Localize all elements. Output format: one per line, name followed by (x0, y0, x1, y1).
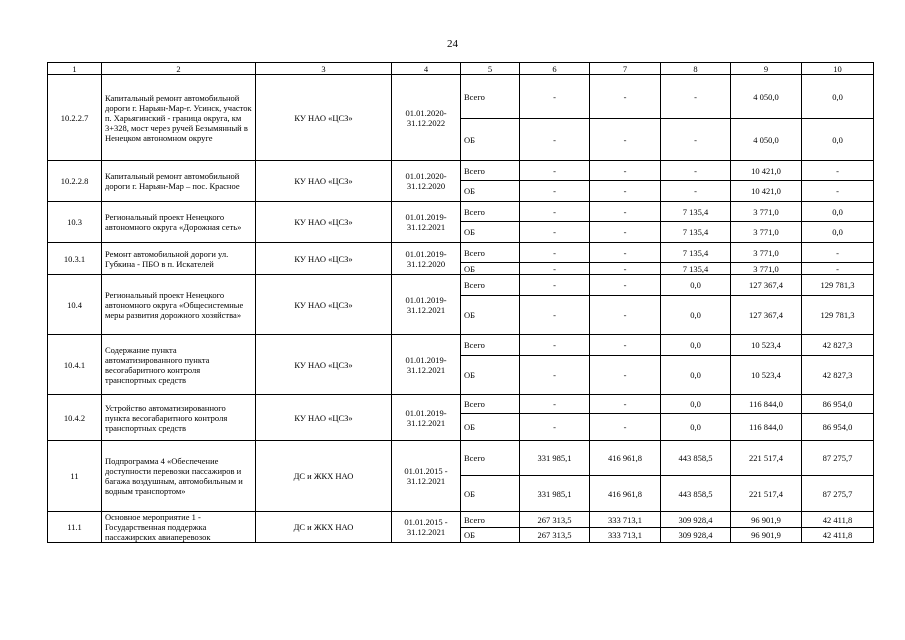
funding-value: 87 275,7 (802, 441, 874, 476)
funding-source: ОБ (461, 222, 520, 243)
item-name: Ремонт автомобильной дороги ул. Губкина - ПБО в п. Искателей (102, 243, 256, 275)
item-name: Региональный проект Ненецкого автономного округа «Общесистемные меры развития дорожного хозяйства» (102, 275, 256, 335)
funding-source: ОБ (461, 414, 520, 441)
item-code: 10.4.1 (48, 335, 102, 395)
page-number: 24 (447, 38, 458, 50)
funding-value: 87 275,7 (802, 476, 874, 512)
item-period: 01.01.2015 - 31.12.2021 (392, 441, 461, 512)
item-code: 11.1 (48, 512, 102, 543)
item-period: 01.01.2019-31.12.2021 (392, 395, 461, 441)
funding-value: 416 961,8 (590, 441, 661, 476)
item-period: 01.01.2019-31.12.2021 (392, 202, 461, 243)
funding-source: Всего (461, 161, 520, 181)
funding-source: ОБ (461, 119, 520, 161)
item-name: Региональный проект Ненецкого автономного округа «Дорожная сеть» (102, 202, 256, 243)
funding-value: - (590, 395, 661, 414)
column-header: 8 (661, 63, 731, 75)
funding-value: - (520, 335, 590, 356)
funding-value: 309 928,4 (661, 512, 731, 528)
table-row (48, 395, 874, 414)
funding-value: 4 050,0 (731, 119, 802, 161)
funding-value: 7 135,4 (661, 222, 731, 243)
funding-value: - (520, 75, 590, 119)
funding-value: - (590, 222, 661, 243)
item-code: 10.3.1 (48, 243, 102, 275)
funding-value: 0,0 (802, 75, 874, 119)
column-header: 1 (48, 63, 102, 75)
funding-value: 221 517,4 (731, 441, 802, 476)
funding-value: - (520, 414, 590, 441)
funding-value: - (590, 181, 661, 202)
funding-value: 127 367,4 (731, 275, 802, 296)
funding-value: 127 367,4 (731, 296, 802, 335)
funding-value: 443 858,5 (661, 476, 731, 512)
funding-value: 129 781,3 (802, 275, 874, 296)
funding-value: - (520, 395, 590, 414)
item-executor: ДС и ЖКХ НАО (256, 441, 392, 512)
table-row (48, 202, 874, 222)
item-executor: КУ НАО «ЦСЗ» (256, 202, 392, 243)
column-header: 6 (520, 63, 590, 75)
funding-value: - (520, 296, 590, 335)
column-header: 4 (392, 63, 461, 75)
funding-value: - (520, 243, 590, 263)
table-row (48, 161, 874, 181)
funding-value: 416 961,8 (590, 476, 661, 512)
funding-source: ОБ (461, 296, 520, 335)
funding-value: 86 954,0 (802, 414, 874, 441)
funding-value: 10 523,4 (731, 356, 802, 395)
funding-source: ОБ (461, 356, 520, 395)
funding-value: 116 844,0 (731, 414, 802, 441)
funding-value: 42 827,3 (802, 335, 874, 356)
funding-value: 0,0 (661, 335, 731, 356)
funding-value: 96 901,9 (731, 528, 802, 543)
funding-value: 3 771,0 (731, 243, 802, 263)
funding-value: 10 523,4 (731, 335, 802, 356)
funding-value: 0,0 (802, 119, 874, 161)
funding-value: 333 713,1 (590, 512, 661, 528)
funding-value: 86 954,0 (802, 395, 874, 414)
funding-value: 0,0 (661, 275, 731, 296)
funding-source: Всего (461, 441, 520, 476)
item-executor: КУ НАО «ЦСЗ» (256, 335, 392, 395)
funding-value: 0,0 (661, 414, 731, 441)
column-header: 3 (256, 63, 392, 75)
item-period: 01.01.2020-31.12.2022 (392, 75, 461, 161)
funding-value: - (802, 181, 874, 202)
funding-value: - (590, 414, 661, 441)
funding-source: Всего (461, 512, 520, 528)
item-period: 01.01.2019-31.12.2021 (392, 335, 461, 395)
funding-value: - (590, 275, 661, 296)
funding-value: 7 135,4 (661, 243, 731, 263)
table-row (48, 335, 874, 356)
item-code: 11 (48, 441, 102, 512)
funding-value: 331 985,1 (520, 476, 590, 512)
funding-value: 10 421,0 (731, 181, 802, 202)
funding-source: ОБ (461, 263, 520, 275)
column-header: 2 (102, 63, 256, 75)
funding-value: 96 901,9 (731, 512, 802, 528)
funding-value: - (590, 119, 661, 161)
funding-value: - (590, 243, 661, 263)
funding-value: 3 771,0 (731, 222, 802, 243)
funding-value: 7 135,4 (661, 263, 731, 275)
item-executor: КУ НАО «ЦСЗ» (256, 395, 392, 441)
funding-value: - (661, 119, 731, 161)
funding-source: ОБ (461, 181, 520, 202)
funding-value: 331 985,1 (520, 441, 590, 476)
item-executor: КУ НАО «ЦСЗ» (256, 275, 392, 335)
funding-value: 267 313,5 (520, 512, 590, 528)
item-code: 10.2.2.7 (48, 75, 102, 161)
funding-value: 0,0 (661, 395, 731, 414)
funding-value: - (590, 161, 661, 181)
column-header: 5 (461, 63, 520, 75)
funding-value: 221 517,4 (731, 476, 802, 512)
funding-source: Всего (461, 202, 520, 222)
item-name: Содержание пункта автоматизированного пункта весогабаритного контроля транспортных средств (102, 335, 256, 395)
funding-source: Всего (461, 243, 520, 263)
funding-value: - (520, 356, 590, 395)
item-name: Устройство автоматизированного пункта весогабаритного контроля транспортных средств (102, 395, 256, 441)
funding-source: ОБ (461, 476, 520, 512)
program-table (47, 62, 874, 543)
funding-value: 309 928,4 (661, 528, 731, 543)
funding-value: 333 713,1 (590, 528, 661, 543)
item-period: 01.01.2019-31.12.2020 (392, 243, 461, 275)
funding-source: Всего (461, 335, 520, 356)
funding-value: 0,0 (802, 202, 874, 222)
funding-value: - (590, 356, 661, 395)
table-row (48, 243, 874, 263)
item-code: 10.2.2.8 (48, 161, 102, 202)
funding-value: 7 135,4 (661, 202, 731, 222)
item-executor: КУ НАО «ЦСЗ» (256, 75, 392, 161)
funding-value: - (520, 181, 590, 202)
funding-value: 42 411,8 (802, 512, 874, 528)
item-executor: КУ НАО «ЦСЗ» (256, 243, 392, 275)
funding-value: 4 050,0 (731, 75, 802, 119)
funding-value: 116 844,0 (731, 395, 802, 414)
column-header: 7 (590, 63, 661, 75)
table-row (48, 441, 874, 476)
funding-source: Всего (461, 75, 520, 119)
funding-value: 3 771,0 (731, 263, 802, 275)
funding-value: - (802, 161, 874, 181)
column-header: 9 (731, 63, 802, 75)
funding-value: - (802, 263, 874, 275)
funding-value: - (520, 119, 590, 161)
item-name: Основное мероприятие 1 - Государственная поддержка пассажирских авиаперевозок (102, 512, 256, 543)
funding-value: - (520, 161, 590, 181)
funding-value: 0,0 (661, 296, 731, 335)
funding-value: - (661, 75, 731, 119)
funding-source: Всего (461, 395, 520, 414)
item-executor: ДС и ЖКХ НАО (256, 512, 392, 543)
item-period: 01.01.2020-31.12.2020 (392, 161, 461, 202)
item-code: 10.4 (48, 275, 102, 335)
funding-value: 42 827,3 (802, 356, 874, 395)
funding-value: 0,0 (802, 222, 874, 243)
funding-value: - (520, 222, 590, 243)
item-code: 10.3 (48, 202, 102, 243)
item-name: Капитальный ремонт автомобильной дороги г. Нарьян-Мар – пос. Красное (102, 161, 256, 202)
item-executor: КУ НАО «ЦСЗ» (256, 161, 392, 202)
funding-value: - (520, 275, 590, 296)
funding-value: - (590, 335, 661, 356)
funding-value: 42 411,8 (802, 528, 874, 543)
item-period: 01.01.2015 - 31.12.2021 (392, 512, 461, 543)
funding-value: 443 858,5 (661, 441, 731, 476)
funding-value: - (802, 243, 874, 263)
funding-value: - (661, 181, 731, 202)
item-code: 10.4.2 (48, 395, 102, 441)
item-name: Капитальный ремонт автомобильной дороги г. Нарьян-Мар-г. Усинск, участок п. Харьягинский - граница округа, км 3+328, мост через ручей Безымянный в Ненецком автономном округе (102, 75, 256, 161)
funding-value: 3 771,0 (731, 202, 802, 222)
funding-value: - (590, 263, 661, 275)
column-header: 10 (802, 63, 874, 75)
funding-value: - (590, 296, 661, 335)
funding-value: - (661, 161, 731, 181)
table-row (48, 512, 874, 528)
funding-value: 10 421,0 (731, 161, 802, 181)
funding-value: - (520, 263, 590, 275)
funding-value: - (590, 202, 661, 222)
funding-value: 129 781,3 (802, 296, 874, 335)
funding-value: - (520, 202, 590, 222)
table-row (48, 75, 874, 119)
funding-source: ОБ (461, 528, 520, 543)
funding-value: 0,0 (661, 356, 731, 395)
table-row (48, 275, 874, 296)
column-number-row (48, 63, 874, 75)
item-name: Подпрограмма 4 «Обеспечение доступности перевозки пассажиров и багажа воздушным, автомобильным и водным транспортом» (102, 441, 256, 512)
funding-value: - (590, 75, 661, 119)
item-period: 01.01.2019-31.12.2021 (392, 275, 461, 335)
funding-source: Всего (461, 275, 520, 296)
funding-value: 267 313,5 (520, 528, 590, 543)
